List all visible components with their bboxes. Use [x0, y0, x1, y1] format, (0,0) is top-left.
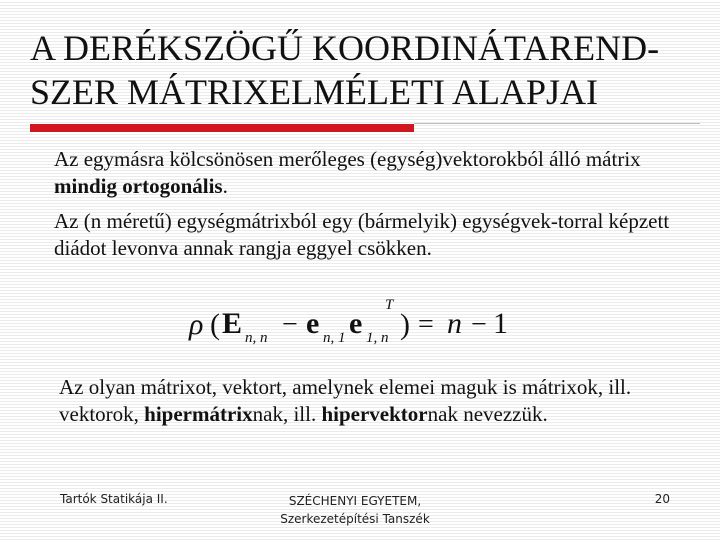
- p1-bold: mindig ortogonális: [54, 174, 223, 198]
- footer-university: SZÉCHENYI EGYETEM,: [288, 494, 422, 508]
- formula-E: E: [222, 307, 243, 340]
- footer-department: Szerkezetépítési Tanszék: [280, 512, 430, 526]
- formula-minus-2: −: [471, 309, 487, 340]
- formula-e2: e: [349, 307, 363, 340]
- formula-e1: e: [306, 307, 320, 340]
- paragraph-hypermatrix: [59, 374, 679, 428]
- page-number: 20: [654, 492, 670, 506]
- p3-text-1: Az olyan mátrixot, vektort, amelynek elemei maguk is mátrixok, ill. vektorok,: [59, 375, 632, 426]
- p3-bold-hypermatrix: hipermátrix: [144, 402, 253, 426]
- formula-one: 1: [493, 307, 508, 340]
- title-line-2: SZER MÁTRIXELMÉLETI ALAPJAI: [30, 72, 598, 112]
- p1-tail: .: [222, 174, 228, 198]
- title-divider-line: [414, 123, 700, 124]
- footer-institution: [270, 492, 440, 528]
- rank-formula: [183, 294, 523, 354]
- p3-text-3: nak nevezzük.: [427, 402, 548, 426]
- paragraph-rank: Az (n méretű) egységmátrixból egy (bármelyik) egységvek-torral képzett diádot levonva annak rangja eggyel csökken.: [54, 209, 670, 260]
- p3-text-2: nak, ill.: [252, 402, 322, 426]
- formula-e2-sub: 1, n: [366, 330, 389, 346]
- formula-e1-sub: n, 1: [323, 330, 346, 346]
- p3-bold-hypervector: hipervektor: [321, 402, 428, 426]
- slide-title: [30, 26, 710, 114]
- formula-n: n: [447, 307, 462, 340]
- formula-equals: =: [418, 309, 434, 340]
- formula-E-sub: n, n: [245, 330, 268, 346]
- p1-text: Az egymásra kölcsönösen merőleges (egység)vektorokból álló mátrix: [54, 147, 641, 171]
- title-line-1: A DERÉKSZÖGŰ KOORDINÁTAREND-: [30, 28, 660, 68]
- title-accent-bar: [30, 124, 414, 132]
- formula-open-paren: (: [210, 308, 220, 341]
- formula-minus-1: −: [282, 309, 298, 340]
- formula-rho: ρ: [189, 308, 204, 341]
- footer-course: Tartók Statikája II.: [60, 492, 168, 506]
- formula-T: T: [385, 297, 394, 313]
- paragraph-orthogonal: [54, 146, 694, 200]
- formula-close-paren: ): [400, 308, 410, 341]
